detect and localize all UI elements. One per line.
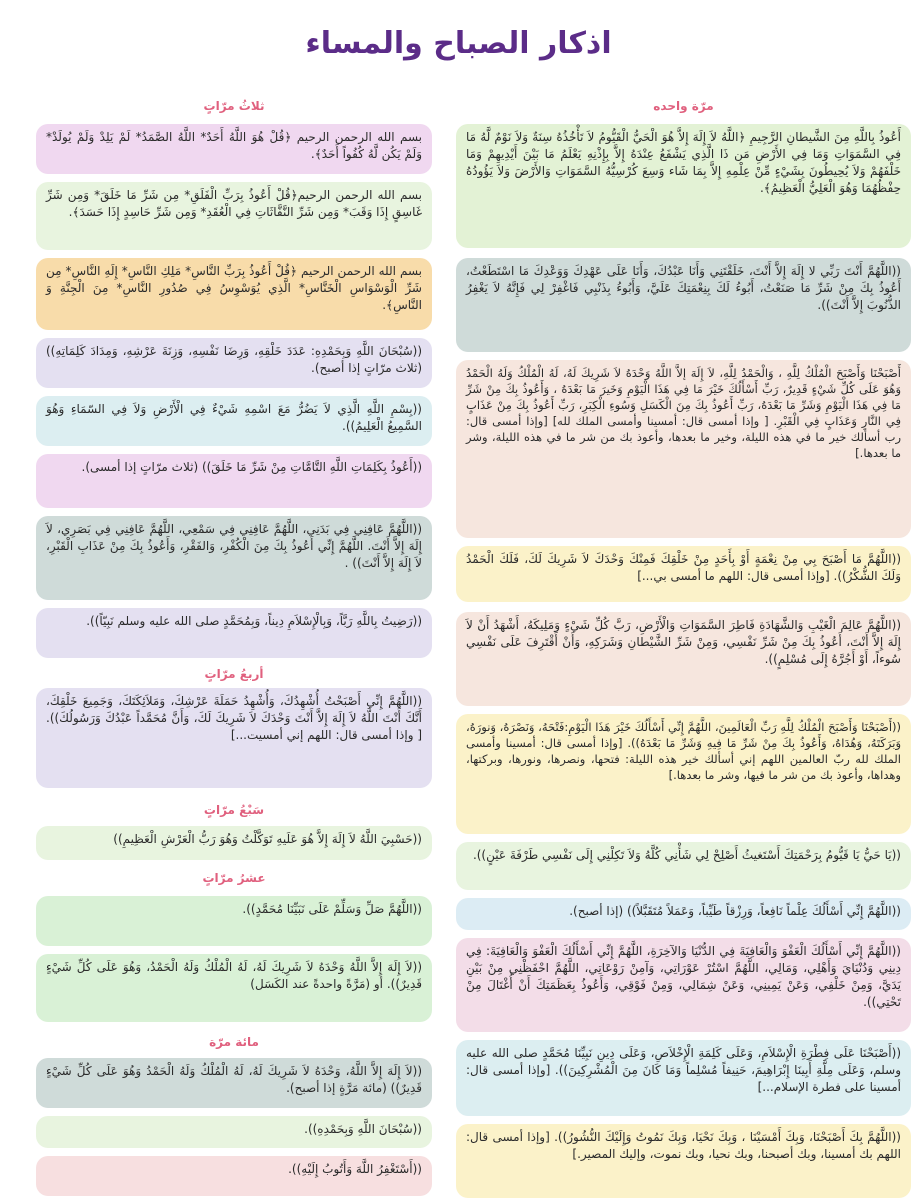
dhikr-card-alafw-walafiya: ((اللَّهُمَّ إِنِّي أَسْأَلُكَ الْعَفْوَ وَالْعَافِيَةَ فِي الدُّنْيَا وَالآخِرَةِ، اللَّهُمَّ إِنِّي أَسْأَلُكَ الْعَفْوَ وَالْعَافِيَةَ: فِي دِينِي وَدُنْيَايَ وَأَهْلِي، وَمَالِي، اللَّهُمَّ اسْتُرْ عَوْرَاتِي، وَآمِنْ رَوْعَاتِي، اللَّهُمَّ احْفَظْنِي مِنْ بَيْنِ يَدَيَّ، وَمِنْ خَلْفِي، وَعَنْ يَمِينِي، وَعَنْ شِمَالِي، وَمِنْ فَوْقِي، وَأَعُوذُ بِعَظَمَتِكَ أَنْ أُغْتَالَ مِنْ تَحْتِي)). — [456, 938, 911, 1032]
dhikr-card-bismillah-la-yadur: ((بِسْمِ اللَّهِ الَّذِي لاَ يَضُرُّ مَعَ اسْمِهِ شَيْءٌ فِي الْأَرْضِ وَلاَ فِي السّمَاءِ وَهُوَ السَّمِيعُ الْعَلِيمُ)). — [36, 396, 432, 446]
dhikr-card-tahlil-ten: ((لاَ إِلَهَ إِلاَّ اللَّهُ وَحْدَهُ لاَ شَرِيكَ لَهُ، لَهُ الْمُلْكُ وَلَهُ الْحَمْدُ، وَهُوَ عَلَى كُلِّ شَيْءٍ قَدِيرٌ)). أو (مَرَّةً واحدةً عند الكَسَل) — [36, 954, 432, 1022]
dhikr-card-tahlil-hundred: ((لاَ إِلَهَ إِلاَّ اللَّهُ، وَحْدَهُ لاَ شَرِيكَ لَهُ، لَهُ الْمُلْكُ وَلَهُ الْحَمْدُ وَهُوَ عَلَى كُلِّ شَيْءٍ قَدِيرٌ)) (مائة مَرَّةٍ إذا أصبح). — [36, 1058, 432, 1108]
dhikr-card-ilman-nafia: ((اللَّهُمَّ إِنِّي أَسْأَلُكَ عِلْماً نَافِعاً، وَرِزْقاً طَيِّباً، وَعَمَلاً مُتَقَبَّلاً)) (إذا أصبح). — [456, 898, 911, 930]
once-column — [456, 88, 911, 1200]
dhikr-card-nas: بسم الله الرحمن الرحيم ﴿قُلْ أَعُوذُ بِرَبِّ النَّاسِ* مَلِكِ النَّاسِ* إِلَهِ النَّاسِ* مِن شَرِّ الْوَسْوَاسِ الْخَنَّاسِ* الَّذِي يُوَسْوِسُ فِي صُدُورِ النَّاسِ* مِنَ الْجِنَّةِ وَ النَّاسِ﴾. — [36, 258, 432, 330]
dhikr-card-subhanallah-adada: ((سُبْحَانَ اللَّهِ وَبِحَمْدِهِ: عَدَدَ خَلْقِهِ، وَرِضَا نَفْسِهِ، وَزِنَةَ عَرْشِهِ، وَمِدَادَ كَلِمَاتِهِ)) (ثلاث مرّاتٍ إذا أصبح). — [36, 338, 432, 388]
dhikr-card-alim-alghayb: ((اللَّهُمَّ عَالِمَ الْغَيْبِ وَالشَّهَادَةِ فَاطِرَ السَّمَوَاتِ وَالْأَرْضِ، رَبَّ كُلِّ شَيْءٍ وَمَلِيكَهُ، أَشْهَدُ أَنْ لاَ إِلَهَ إِلاَّ أَنْتَ، أَعُوذُ بِكَ مِنْ شَرِّ نَفْسِي، وَمِنْ شَرِّ الشَّيْطانِ وَشَرَكِهِ، وَأَنْ أَقْتَرِفَ عَلَى نَفْسِي سُوءاً، أَوْ أَجُرَّهُ إِلَى مُسْلِمٍ)). — [456, 612, 911, 706]
section-title-once: مرّة واحده — [653, 99, 714, 113]
dhikr-card-hasbiyallah: ((حَسْبِيَ اللَّهُ لاَ إِلَهَ إِلاَّ هُوَ عَلَيهِ تَوَكَّلْتُ وَهُوَ رَبُّ الْعَرْشِ الْعَظِيمِ)) — [36, 826, 432, 860]
dhikr-card-kalimat-allah: ((أَعُوذُ بِكَلِمَاتِ اللَّهِ التَّامَّاتِ مِنْ شَرِّ مَا خَلَقَ)) (ثلاث مرّاتٍ إذا أمسى). — [36, 454, 432, 508]
dhikr-card-salat-ala-nabi: ((اللَّهُمَّ صَلِّ وَسَلِّمْ عَلَى نَبَيِّنَا مُحَمَّدٍ)). — [36, 896, 432, 946]
section-title-hundred-times: مائة مرّة — [209, 1035, 259, 1049]
dhikr-card-afini: ((اللَّهُمَّ عَافِنِي فِي بَدَنِي، اللَّهُمَّ عَافِنِي فِي سَمْعِي، اللَّهُمَّ عَافِنِي فِي بَصَرِي، لاَ إِلَهَ إِلاَّ أَنْتَ. اللَّهُمَّ إِنِّي أَعُوذُ بِكَ مِنَ الْكُفْرِ، وَالفَقْرِ، وَأَعُوذُ بِكَ مِنْ عَذَابِ الْقَبْرِ، لاَ إِلَهَ إِلاَّ أَنْتَ)) . — [36, 516, 432, 600]
dhikr-card-subhanallah-wabihamdih: ((سُبْحَانَ اللَّهِ وَبِحَمْدِهِ)). — [36, 1116, 432, 1148]
page-title: اذكار الصباح والمساء — [305, 26, 612, 61]
dhikr-card-ushhiduka: ((اللَّهُمَّ إِنِّي أَصْبَحْتُ أُشْهِدُكَ، وَأُشْهِدُ حَمَلَةَ عَرْشِكَ، وَمَلاَئِكَتَكَ، وَجَمِيعَ خَلْقِكَ، أَنَّكَ أَنْتَ اللَّهُ لاَ إِلَهَ إِلاَّ أَنْتَ وَحْدَكَ لاَ شَرِيكَ لَكَ، وَأَنَّ مُحَمَّداً عَبْدُكَ وَرَسُولُكَ)). [ وإذا أمسى قال: اللهم إني أمسيت...] — [36, 688, 432, 788]
dhikr-card-ayat-alkursi: أَعُوذُ بِاللَّهِ مِنَ الشَّيطانِ الرَّجِيمِ ﴿اللَّهُ لاَ إِلَهَ إِلاَّ هُوَ الْحَيُّ الْقَيُّومُ لاَ تَأْخُذُهُ سِنَةٌ وَلاَ نَوْمٌ لَّهُ مَا فِي السَّمَوَاتِ وَمَا فِي الأَرْضِ مَن ذَا الَّذِي يَشْفَعُ عِنْدَهُ إِلاَّ بِإِذْنِهِ يَعْلَمُ مَا بَيْنَ أَيْدِيهِمْ وَمَا خَلْفَهُمْ وَلاَ يُحِيطُونَ بِشَيْءٍ مِّنْ عِلْمِهِ إِلاَّ بِمَا شَاء وَسِعَ كُرْسِيُّهُ السَّمَوَاتِ وَالأَرْضَ وَلاَ يَؤُودُهُ حِفْظُهُمَا وَهُوَ الْعَلِيُّ الْعَظِيمُ﴾. — [456, 124, 911, 248]
dhikr-card-istighfar: ((أَسْتَغْفِرُ اللَّهَ وَأَتُوبُ إِلَيْهِ)). — [36, 1156, 432, 1196]
dhikr-card-raditu: ((رَضِيتُ بِاللَّهِ رَبَّاً، وَبِالْإِسْلاَمِ دِيناً، وَبِمُحَمَّدٍ صلى الله عليه وسلم نَبِيّاً)). — [36, 608, 432, 658]
section-title-seven-times: سَبْعُ مرّاتٍ — [203, 803, 265, 817]
dhikr-card-fitrat-alislam: ((أَصْبَحْنَا عَلَى فِطْرَةِ الْإِسْلاَمِ، وَعَلَى كَلِمَةِ الْإِخْلاَصِ، وَعَلَى دِينِ نَبِيِّنَا مُحَمَّدٍ صلى الله عليه وسلم، وَعَلَى مِلَّةِ أَبِينَا إِبْرَاهِيمَ، حَنِيفاً مُسْلِماً وَمَا كَانَ مِنَ الْمُشْرِكِينَ)). [وإذا أمسى قال: أمسينا على فطرة الإسلام...] — [456, 1040, 911, 1116]
dhikr-card-falaq: بسم الله الرحمن الرحيم﴿قُلْ أَعُوذُ بِرَبِّ الْفَلَقِ* مِن شَرِّ مَا خَلَقَ* وَمِن شَرِّ غَاسِقٍ إِذَا وَقَبَ* وَمِن شَرِّ النَّفَّاثَاتِ فِي الْعُقَدِ* وَمِن شَرِّ حَاسِدٍ إِذَا حَسَدَ﴾. — [36, 182, 432, 250]
section-title-four-times: أربعُ مرّاتٍ — [204, 667, 264, 681]
dhikr-card-sayyid-alistighfar: ((اللَّهُمَّ أَنْتَ رَبِّي لا إِلَهَ إِلاَّ أَنْتَ، خَلَقْتَنِي وَأَنَا عَبْدُكَ، وَأَنَا عَلَى عَهْدِكَ وَوَعْدِكَ مَا اسْتَطَعْتُ، أَعُوذُ بِكَ مِنْ شَرِّ مَا صَنَعْتُ، أَبُوءُ لَكَ بِنِعْمَتِكَ عَلَيَّ، وَأَبُوءُ بِذَنْبِي فَاغْفِرْ لِي فَإِنَّهُ لاَ يَغْفِرُ الذُّنُوبَ إِلاَّ أَنْتَ)). — [456, 258, 911, 352]
dhikr-card-asbahna: أَصْبَحْنَا وَأَصْبَحَ الْمُلْكُ لِلَّهِ ، وَالْحَمْدُ لِلَّهِ، لاَ إِلَهَ إلاَّ اللَّهُ وَحْدَهُ لاَ شَرِيكَ لَهُ، لَهُ الْمُلْكُ وَلَهُ الْحَمْدُ وَهُوَ عَلَى كُلِّ شَيْءٍ قَدِيرٌ، رَبِّ أَسْأَلُكَ خَيْرَ مَا فِي هَذَا الْيَوْمِ وَخَيرَ مَا بَعْدَهُ ، وَأَعُوذُ بِكَ مِنْ شَرِّ مَا فِي هَذَا الْيَوْمِ وَشَرِّ مَا بَعْدَهُ، رَبِّ أَعُوذُ بِكَ مِنَ الْكَسَلِ وَسُوءِ الْكِبَرِ، رَبِّ أَعُوذُ بِكَ مِنْ عَذَابٍ فِي النَّارِ وَعَذَابٍ فِي الْقَبْرِ. [ وإذا أمسى قال: أمسينا وأمسى الملك لله] [وإذا أمسى قال: رب أسألك خير ما في هذه الليلة، وخير ما بعدها، وأعوذ بك من شر ما في هذه الليلة، وشر ما بعدها.] — [456, 360, 911, 538]
dhikr-card-ya-hayy: ((يَا حَيُّ يَا قَيُّومُ بِرَحْمَتِكَ أَسْتَغيثُ أَصْلِحْ لِي شَأْنِي كُلَّهُ وَلاَ تَكِلْنِي إِلَى نَفْسِي طَرْفَةَ عَيْنٍ)). — [456, 842, 911, 890]
dhikr-card-ma-asbaha-bi: ((اللَّهُمَّ مَا أَصْبَحَ بِي مِنْ نِعْمَةٍ أَوْ بِأَحَدٍ مِنْ خَلْقِكَ فَمِنْكَ وَحْدَكَ لاَ شَرِيكَ لَكَ، فَلَكَ الْحَمْدُ وَلَكَ الشُّكْرُ)). [وإذا أمسى قال: اللهم ما أمسى بي...] — [456, 546, 911, 602]
dhikr-card-rabb-alalamin: ((أَصْبَحْنَا وَأَصْبَحَ الْمُلْكُ لِلَّهِ رَبِّ الْعَالَمِينَ، اللَّهُمَّ إِنِّي أَسْأَلُكَ خَيْرَ هَذَا الْيَوْمِ:فَتْحَهُ، وَنَصْرَهُ، وَنورَهُ، وَبَرَكَتَهُ، وَهُدَاهُ، وَأَعُوذُ بِكَ مِنْ شَرِّ مَا فِيهِ وَشَرِّ مَا بَعْدَهُ)). [وإذا أمسى قال: أمسينا وأمسى الملك لله ربّ العالمين اللهم إني أسألك خير هذه الليلة: فتحها، ونصرها، ونورها، وبركتها، وهداها، وأعوذ بك من شر ما فيها، وشر ما بعدها.] — [456, 714, 911, 834]
dhikr-card-ikhlas: بسم الله الرحمن الرحيم ﴿قُلْ هُوَ اللَّهُ أَحَدٌ* اللَّهُ الصَّمَدُ* لَمْ يَلِدْ وَلَمْ يُولَدْ* وَلَمْ يَكُن لَّهُ كُفُواً أَحَدٌ﴾. — [36, 124, 432, 174]
section-title-ten-times: عشرُ مرّاتٍ — [202, 871, 266, 885]
section-title-three-times: ثلاثُ مرّاتٍ — [203, 99, 265, 113]
dhikr-card-bika-asbahna: ((اللَّهُمَّ بِكَ أَصْبَحْنَا، وَبِكَ أَمْسَيْنَا ، وَبِكَ نَحْيَا، وَبِكَ نَمُوتُ وَإِلَيْكَ النُّشُورُ)). [وإذا أمسى قال: اللهم بك أمسينا، وبك أصبحنا، وبك نحيا، وبك نموت، وإليك المصير.] — [456, 1124, 911, 1198]
repeated-column — [36, 88, 432, 1200]
